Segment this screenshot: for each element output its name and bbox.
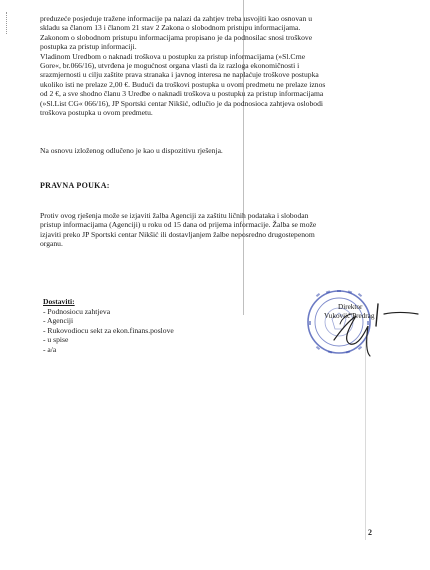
scan-artifact — [6, 12, 13, 34]
delivery-item: - u spise — [43, 335, 69, 345]
delivery-item: - Rukovodiocu sekt za ekon.finans.poslove — [43, 325, 174, 335]
text-line: skladu sa članom 13 i članom 21 stav 2 Zakona o slobodnom pristupu informacijama. — [40, 23, 301, 33]
text-line: Na osnovu izloženog odlučeno je kao u dispozitivu rješenja. — [40, 146, 223, 155]
text-line: Protiv ovog rješenja može se izjaviti žalba Agenciji za zaštitu ličnih podataka i slobodan — [40, 211, 309, 220]
handwritten-signature — [320, 296, 430, 366]
text-line: srazmjernosti u cilju zaštite prava stranaka i javnog interesa ne naplaćuje troškove postupka — [40, 70, 319, 80]
text-line: (»Sl.List CG« 066/16), JP Sportski centar Nikšić, odlučio je da podnosioca zahtjeva oslobodi — [40, 98, 323, 108]
delivery-item: - Agenciji — [43, 316, 74, 326]
scan-edge-line — [365, 340, 366, 540]
delivery-list — [43, 297, 174, 355]
delivery-title: Dostaviti: — [43, 297, 75, 306]
text-line: od 2 €, a sve shodno članu 3 Uredbe o naknadi troškova u postupku za pristup informacijama — [40, 89, 324, 99]
text-line: izjaviti preko JP Sportski centar Nikšić ili dostavljanjem žalbe neposredno drugostepenom — [40, 229, 315, 239]
delivery-item: - Podnosiocu zahtjeva — [43, 306, 111, 316]
page-number: 2 — [368, 528, 372, 537]
reasoning-paragraph — [40, 14, 362, 117]
text-line: organu. — [40, 239, 63, 249]
text-line: Gore«, br.066/16), utvrđena je mogućnost organa vlasti da iz razloga ekonomičnosti i — [40, 61, 300, 71]
text-line: postupka za pristup informaciji. — [40, 42, 137, 52]
text-line: preduzeće posjeduje tražene informacije pa nalazi da zahtjev treba usvojiti kao osnovan u — [40, 14, 312, 23]
text-line: Zakonom o slobodnom pristupu informacijama propisano je da podnosilac snosi troškove — [40, 32, 313, 42]
text-line: troškova postupka u ovom predmetu. — [40, 108, 153, 118]
legal-remedy-paragraph — [40, 211, 362, 249]
director-name: Vukoviić Predrag — [324, 311, 375, 320]
delivery-item: - a/a — [43, 344, 57, 354]
text-line: Vladinom Uredbom o naknadi troškova u postupku za pristup informacijama (»Sl.Crne — [40, 51, 306, 61]
text-line: pristup informacijama (Agenciji) u roku od 15 dana od prijema informacije. Žalba se može — [40, 220, 317, 230]
legal-remedy-heading: PRAVNA POUKA: — [40, 181, 110, 190]
conclusion-paragraph — [40, 146, 362, 155]
director-title: Direktor — [338, 303, 363, 311]
text-line: ukoliko isti ne prelaze 2,00 €. Budući da troškovi postupka u ovom predmetu ne prelaze iznos — [40, 79, 326, 89]
